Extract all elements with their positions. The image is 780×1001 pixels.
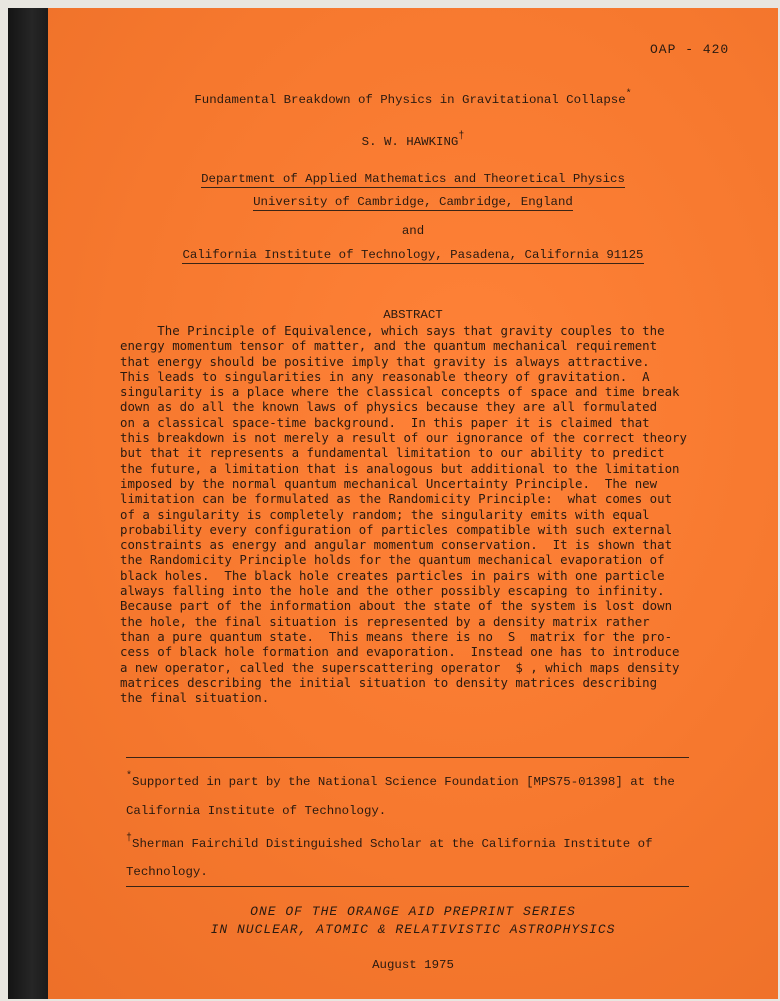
affiliation-university-text: University of Cambridge, Cambridge, England — [253, 195, 573, 209]
paper-title — [48, 91, 778, 107]
preprint-series-line2: IN NUCLEAR, ATOMIC & RELATIVISTIC ASTROPHYSICS — [210, 922, 616, 937]
footnote-rule-top — [126, 757, 689, 758]
footnote-2-continued — [126, 865, 208, 879]
footnote-2-mark: † — [126, 833, 133, 844]
footnote-1-mark: * — [126, 771, 133, 782]
footnote-1-line1: Supported in part by the National Science Foundation [MPS75-01398] at the — [132, 775, 675, 790]
abstract-body: The Principle of Equivalence, which says that gravity couples to the energy momentum tensor of matter, and the quantum mechanical requirement that energy should be positive imply that gravity is always attractive. This leads to singularities in any reasonable theory of gravitation. A singularity is a place where the classical concepts of space and time break down as do all the known laws of physics because they are all formulated on a classical space-time background. In this paper it is claimed that this breakdown is not merely a result of our ignorance of the correct theory but that it represents a fundamental limitation to our ability to predict the future, a limitation that is analogous but additional to the limitation imposed by the normal quantum mechanical Uncertainty Principle. The new limitation can be formulated as the Randomicity Principle: what comes out of a singularity is completely random; the singularity emits with equal probability every configuration of particles compatible with such external constraints as energy and angular momentum conservation. It is shown that the Randomicity Principle holds for the quantum mechanical evaporation of black holes. The black hole creates particles in pairs with one particle always falling into the hole and the other possibly escaping to infinity. Because part of the information about the state of the system is lost down the hole, the final situation is represented by a density matrix rather than a pure quantum state. This means there is no S matrix for the pro- cess of black hole formation and evaporation. Instead one has to introduce a new operator, called the superscattering operator $ , which maps density matrices describing the initial situation to density matrices describing the final situation. — [120, 323, 687, 706]
title-footnote-mark: * — [625, 89, 632, 100]
publication-date: August 1975 — [372, 958, 454, 972]
footnote-2-line1: Sherman Fairchild Distinguished Scholar at the California Institute of — [132, 837, 653, 852]
author — [48, 133, 778, 149]
affiliation-department-text: Department of Applied Mathematics and Theoretical Physics — [201, 172, 625, 186]
affiliation-caltech-text: California Institute of Technology, Pasadena, California 91125 — [182, 248, 644, 262]
affiliation-and — [48, 224, 778, 238]
author-footnote-mark: † — [458, 131, 465, 142]
binding-spine — [8, 8, 48, 999]
author-name: S. W. HAWKING — [361, 135, 459, 150]
affiliation-university — [48, 195, 778, 209]
footnote-rule-bottom — [126, 886, 689, 887]
affiliation-and-text: and — [401, 224, 425, 238]
footnote-2-line2: Technology. — [126, 865, 208, 879]
paper-title-text: Fundamental Breakdown of Physics in Gravitational Collapse — [194, 93, 626, 108]
footnote-1-line2: California Institute of Technology. — [126, 804, 387, 818]
affiliation-department — [48, 172, 778, 186]
footnote-1 — [126, 773, 675, 789]
abstract-heading: ABSTRACT — [383, 308, 443, 322]
footnote-2 — [126, 835, 653, 851]
preprint-series — [48, 903, 778, 939]
document-number: OAP - 420 — [650, 42, 730, 57]
footnote-1-continued — [126, 804, 386, 818]
document-page — [8, 8, 778, 999]
affiliation-caltech — [48, 248, 778, 262]
preprint-series-line1: ONE OF THE ORANGE AID PREPRINT SERIES — [250, 904, 576, 919]
